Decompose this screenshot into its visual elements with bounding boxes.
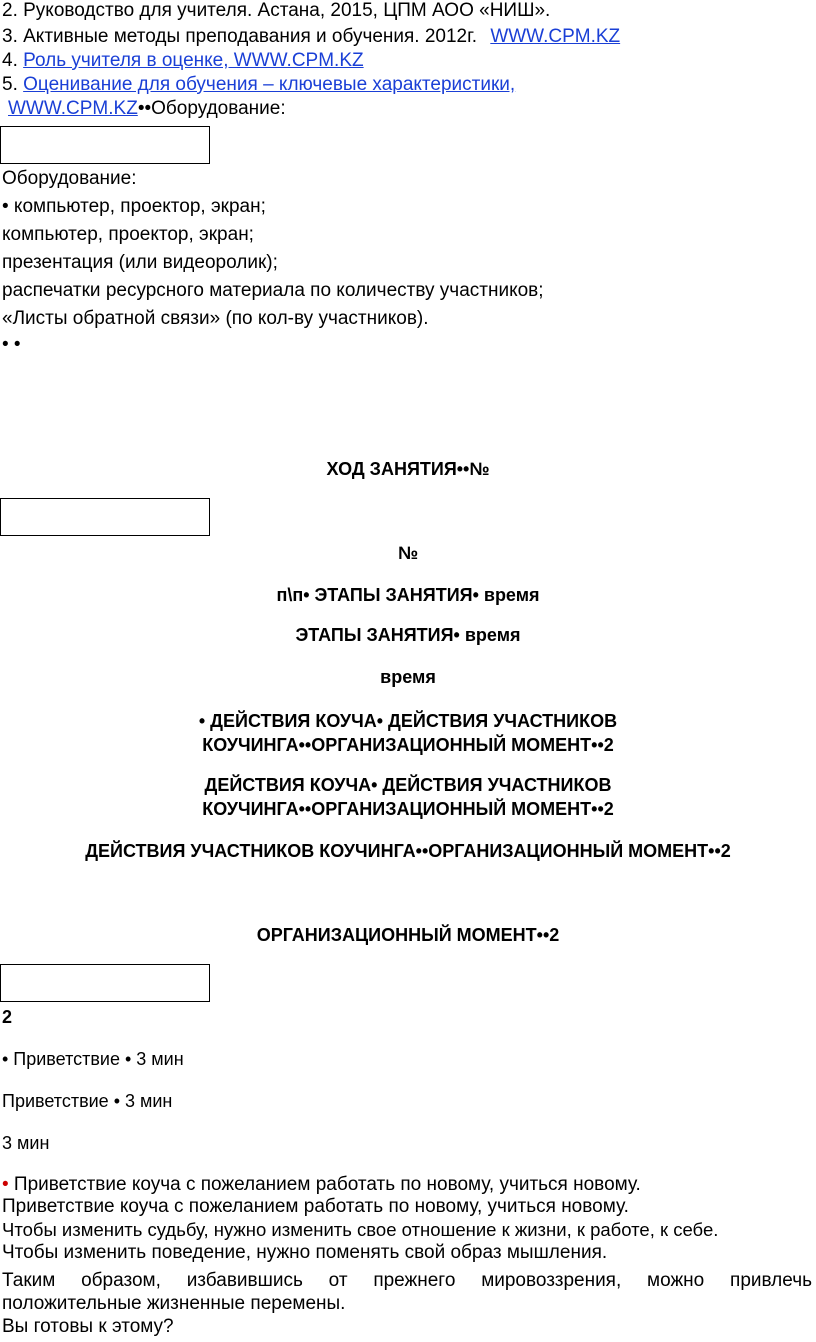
reference-3-link[interactable]: WWW.CPM.KZ	[490, 26, 621, 47]
paragraph: Чтобы изменить поведение, нужно поменять свой образ мышления.	[2, 1242, 608, 1263]
stages-heading: п\п• ЭТАПЫ ЗАНЯТИЯ• время	[276, 585, 540, 605]
equipment-item: распечатки ресурсного материала по количеству участников;	[2, 280, 544, 301]
stages-heading: ЭТАПЫ ЗАНЯТИЯ• время	[295, 625, 521, 645]
reference-4	[2, 50, 364, 72]
paragraph: Приветствие коуча с пожеланием работать по новому, учиться новому.	[2, 1196, 629, 1217]
stage-greeting: Приветствие • 3 мин	[2, 1091, 173, 1111]
reference-5-link[interactable]: Оценивание для обучения – ключевые характеристики,	[23, 74, 516, 95]
actions-heading: КОУЧИНГА••ОРГАНИЗАЦИОННЫЙ МОМЕНТ••2	[202, 735, 614, 755]
reference-5-link-site[interactable]: WWW.CPM.KZ	[8, 98, 138, 119]
lesson-plan-heading: ХОД ЗАНЯТИЯ••№	[326, 459, 490, 479]
actions-heading: КОУЧИНГА••ОРГАНИЗАЦИОННЫЙ МОМЕНТ••2	[202, 799, 614, 819]
empty-frame	[0, 964, 210, 1002]
reference-5-number: 5.	[2, 74, 18, 95]
equipment-item: компьютер, проектор, экран;	[2, 224, 254, 245]
stage-greeting: • Приветствие • 3 мин	[2, 1049, 184, 1069]
equipment-item: презентация (или видеоролик);	[2, 252, 278, 273]
actions-heading: ДЕЙСТВИЯ УЧАСТНИКОВ КОУЧИНГА••ОРГАНИЗАЦИОННЫЙ МОМЕНТ••2	[85, 841, 731, 861]
coach-greeting	[2, 1174, 641, 1196]
paragraph: положительные жизненные перемены.	[2, 1293, 346, 1314]
empty-frame	[0, 126, 210, 164]
reference-4-number: 4.	[2, 50, 18, 71]
equipment-item: «Листы обратной связи» (по кол-ву участников).	[2, 308, 429, 329]
question: Вы готовы к этому?	[2, 1316, 174, 1337]
equipment-heading-inline: ••Оборудование:	[137, 98, 286, 119]
paragraph: Таким образом, избавившись от прежнего мировоззрения, можно привлечь	[2, 1270, 812, 1291]
coach-greeting-text: Приветствие коуча с пожеланием работать по новому, учиться новому.	[8, 1174, 641, 1195]
stage-time: 3 мин	[2, 1133, 50, 1153]
actions-heading: • ДЕЙСТВИЯ КОУЧА• ДЕЙСТВИЯ УЧАСТНИКОВ	[198, 711, 618, 731]
empty-frame	[0, 498, 210, 536]
equipment-item-bullet: • компьютер, проектор, экран;	[2, 196, 266, 217]
reference-5	[2, 74, 515, 96]
time-heading: время	[380, 667, 436, 687]
reference-5-continued	[8, 98, 286, 120]
reference-3	[2, 26, 620, 48]
reference-3-text: 3. Активные методы преподавания и обучения. 2012г.	[2, 26, 478, 47]
actions-heading: ДЕЙСТВИЯ КОУЧА• ДЕЙСТВИЯ УЧАСТНИКОВ	[204, 775, 612, 795]
number-heading: №	[397, 543, 419, 563]
stage-number: 2	[2, 1007, 13, 1027]
bullet-dots: • •	[2, 334, 21, 355]
bullet-icon: •	[2, 1174, 9, 1195]
paragraph: Чтобы изменить судьбу, нужно изменить свое отношение к жизни, к работе, к себе.	[2, 1219, 719, 1240]
reference-4-link[interactable]: Роль учителя в оценке, WWW.CPM.KZ	[23, 50, 364, 71]
reference-2: 2. Руководство для учителя. Астана, 2015, ЦПМ АОО «НИШ».	[2, 0, 551, 21]
equipment-heading: Оборудование:	[2, 168, 137, 189]
org-moment-heading: ОРГАНИЗАЦИОННЫЙ МОМЕНТ••2	[256, 925, 560, 945]
